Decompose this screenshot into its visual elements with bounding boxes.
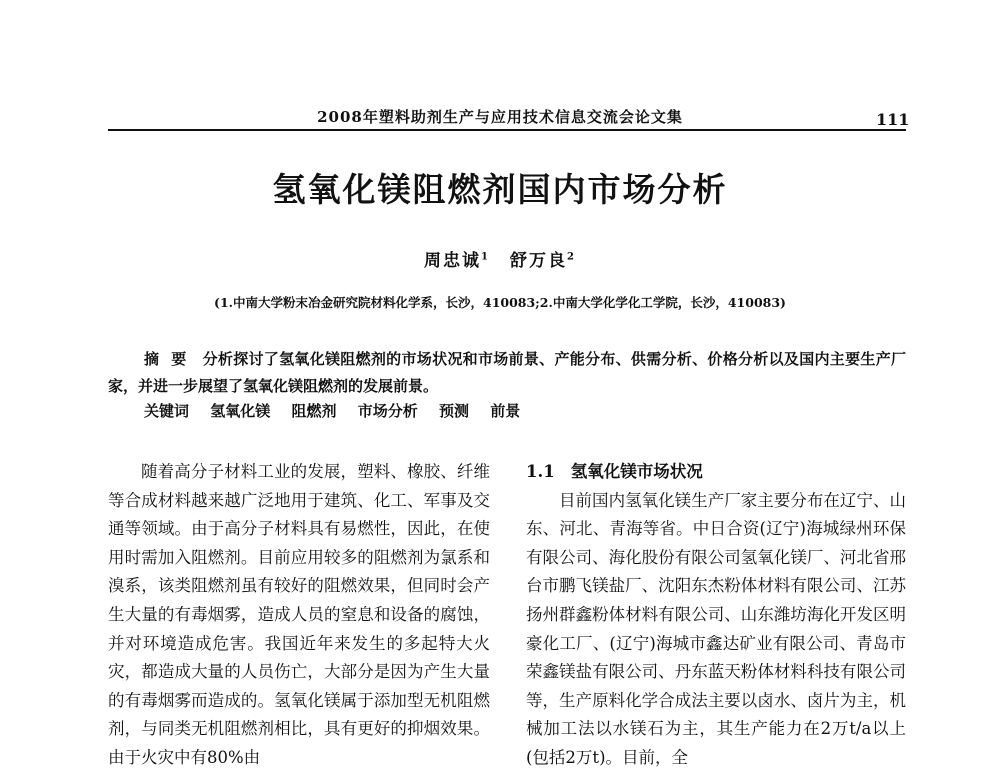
header-rule [108, 129, 906, 131]
keywords [144, 400, 904, 421]
author-name: 周忠诚 [424, 251, 482, 271]
page-number: 111 [876, 110, 910, 129]
running-head-title: 2008年塑料助剂生产与应用技术信息交流会论文集 [317, 108, 683, 126]
keyword-item: 市场分析 [357, 402, 418, 420]
keyword-item: 氢氧化镁 [210, 402, 271, 420]
author-name: 舒万良 [510, 251, 567, 271]
body-column-left [108, 458, 490, 773]
keyword-item: 前景 [490, 402, 521, 420]
affiliation: (1.中南大学粉末冶金研究院材料化学系，长沙，410083;2.中南大学化学化工学院，长沙，410083) [214, 295, 786, 310]
keywords-label: 关键词 [144, 402, 190, 420]
abstract [108, 346, 906, 400]
abstract-label: 摘要 [144, 350, 199, 368]
running-head [0, 104, 1000, 128]
keyword-item: 阻燃剂 [291, 402, 337, 420]
abstract-text: 分析探讨了氢氧化镁阻燃剂的市场状况和市场前景、产能分布、供需分析、价格分析以及国内主要生产厂家，并进一步展望了氢氧化镁阻燃剂的发展前景。 [108, 350, 906, 395]
keyword-item: 预测 [439, 402, 470, 420]
author-line [0, 246, 1000, 271]
section-heading [526, 458, 906, 487]
author-affil-mark: 2 [567, 251, 576, 263]
body-column-right [526, 458, 906, 773]
author-affil-mark: 1 [481, 251, 490, 263]
section-title: 氢氧化镁市场状况 [570, 462, 703, 481]
paper-title: 氢氧化镁阻燃剂国内市场分析 [272, 170, 728, 209]
intro-paragraph: 随着高分子材料工业的发展，塑料、橡胶、纤维等合成材料越来越广泛地用于建筑、化工、军事及交通等领域。由于高分子材料具有易燃性，因此，在使用时需加入阻燃剂。目前应用较多的阻燃剂为氯系和溴系，该类阻燃剂虽有较好的阻燃效果，但同时会产生大量的有毒烟雾，造成人员的窒息和设备的腐蚀，并对环境造成危害。我国近年来发生的多起特大火灾，都造成大量的人员伤亡，大部分是因为产生大量的有毒烟雾而造成的。氢氧化镁属于添加型无机阻燃剂，与同类无机阻燃剂相比，具有更好的抑烟效果。由于火灾中有80%由 [108, 462, 490, 767]
section-number: 1.1 [526, 462, 555, 481]
section-paragraph: 目前国内氢氧化镁生产厂家主要分布在辽宁、山东、河北、青海等省。中日合资(辽宁)海城绿州环保有限公司、海化股份有限公司氢氧化镁厂、河北省邢台市鹏飞镁盐厂、沈阳东杰粉体材料有限公司、江苏扬州群鑫粉体材料有限公司、山东潍坊海化开发区明豪化工厂、(辽宁)海城市鑫达矿业有限公司、青岛市荣鑫镁盐有限公司、丹东蓝天粉体材料科技有限公司等，生产原料化学合成法主要以卤水、卤片为主，机械加工法以水镁石为主，其生产能力在2万t/a以上(包括2万t)。目前，全 [526, 490, 906, 767]
